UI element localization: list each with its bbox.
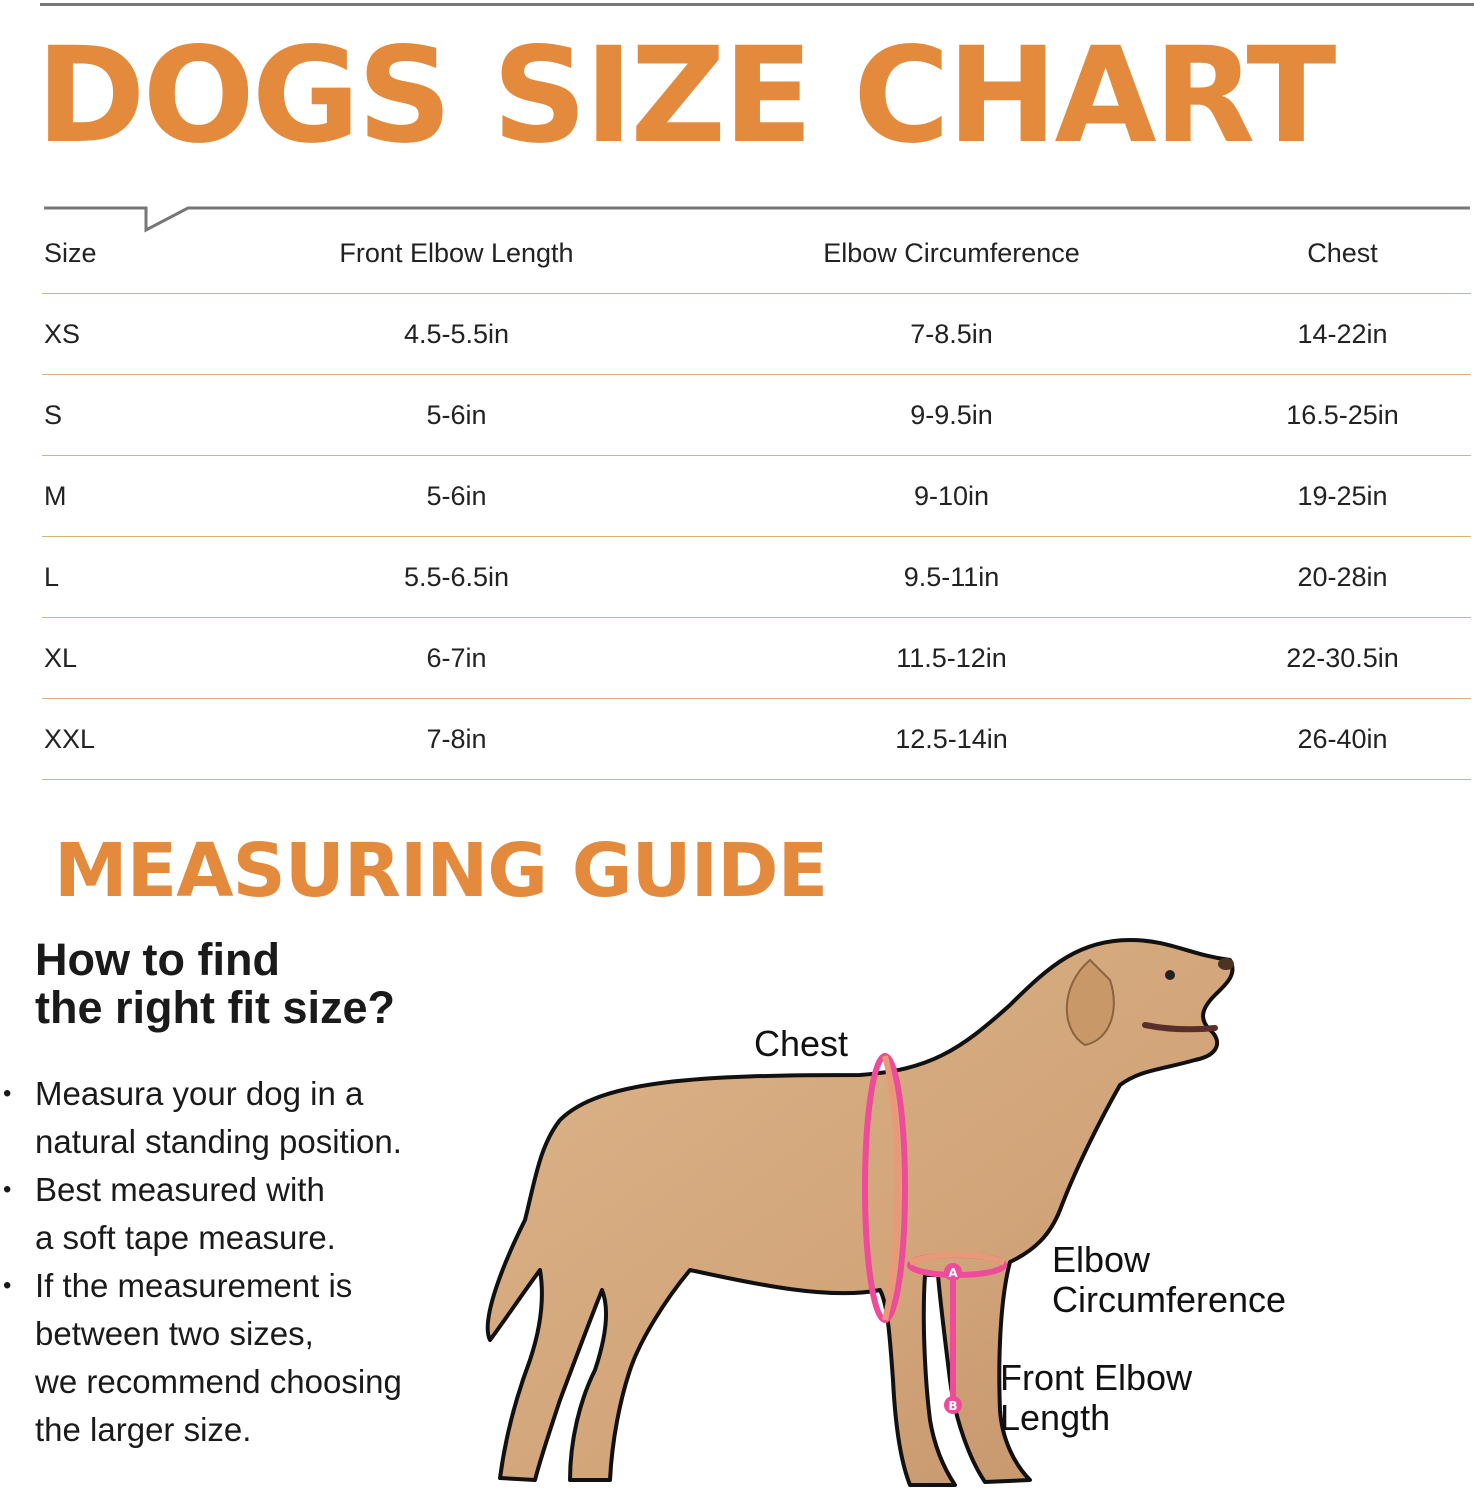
elbow-circumference-cell: 9-10in xyxy=(689,456,1214,537)
table-row xyxy=(42,456,1471,537)
column-header: Elbow Circumference xyxy=(689,213,1214,294)
front-elbow-length-label xyxy=(1000,1358,1192,1438)
bullet-icon: • xyxy=(3,1272,12,1299)
label-line: Length xyxy=(1000,1397,1111,1438)
tip-item xyxy=(0,1070,402,1166)
size-cell: XL xyxy=(42,618,224,699)
tip-line: If the measurement is xyxy=(35,1267,353,1304)
label-line: Circumference xyxy=(1052,1279,1287,1320)
measuring-guide-title: MEASURING GUIDE xyxy=(54,828,828,914)
chest-cell: 19-25in xyxy=(1214,456,1471,537)
elbow-circumference-cell: 9.5-11in xyxy=(689,537,1214,618)
tip-line: the larger size. xyxy=(35,1411,252,1448)
size-table xyxy=(42,213,1471,780)
front-elbow-length-cell: 5.5-6.5in xyxy=(224,537,689,618)
chest-label: Chest xyxy=(754,1023,849,1064)
elbow-circumference-label xyxy=(1052,1240,1286,1320)
table-header-row xyxy=(42,213,1471,294)
column-header: Chest xyxy=(1214,213,1471,294)
bullet-icon: • xyxy=(3,1176,12,1203)
dog-eye xyxy=(1165,970,1175,980)
label-line: Elbow xyxy=(1052,1239,1151,1280)
size-cell: XXL xyxy=(42,699,224,780)
front-elbow-length-cell: 7-8in xyxy=(224,699,689,780)
front-elbow-length-cell: 4.5-5.5in xyxy=(224,294,689,375)
tip-line: Best measured with xyxy=(35,1171,325,1208)
elbow-circumference-cell: 9-9.5in xyxy=(689,375,1214,456)
bullet-icon: • xyxy=(3,1080,12,1107)
question-line: How to find xyxy=(35,934,280,985)
measuring-tips-list xyxy=(0,1070,402,1454)
question-line: the right fit size? xyxy=(35,982,395,1033)
marker-a-label: A xyxy=(948,1266,958,1280)
size-cell: S xyxy=(42,375,224,456)
table-row xyxy=(42,537,1471,618)
chest-cell: 26-40in xyxy=(1214,699,1471,780)
table-row xyxy=(42,699,1471,780)
dog-nose xyxy=(1218,958,1234,970)
tip-line: natural standing position. xyxy=(35,1123,402,1160)
tip-item xyxy=(0,1262,402,1454)
chest-cell: 14-22in xyxy=(1214,294,1471,375)
table-row xyxy=(42,375,1471,456)
size-cell: M xyxy=(42,456,224,537)
column-header: Size xyxy=(42,213,224,294)
elbow-circumference-cell: 11.5-12in xyxy=(689,618,1214,699)
front-elbow-length-cell: 5-6in xyxy=(224,456,689,537)
label-line: Front Elbow xyxy=(1000,1357,1193,1398)
top-rule xyxy=(40,3,1474,6)
front-elbow-length-cell: 6-7in xyxy=(224,618,689,699)
front-elbow-length-cell: 5-6in xyxy=(224,375,689,456)
column-header: Front Elbow Length xyxy=(224,213,689,294)
page-title: DOGS SIZE CHART xyxy=(36,19,1334,173)
tip-line: between two sizes, xyxy=(35,1315,314,1352)
elbow-circumference-cell: 12.5-14in xyxy=(689,699,1214,780)
size-cell: XS xyxy=(42,294,224,375)
fit-question-heading xyxy=(35,936,395,1032)
marker-b-label: B xyxy=(948,1399,958,1413)
tip-item xyxy=(0,1166,402,1262)
tip-line: we recommend choosing xyxy=(35,1363,402,1400)
size-cell: L xyxy=(42,537,224,618)
elbow-circumference-cell: 7-8.5in xyxy=(689,294,1214,375)
table-row xyxy=(42,618,1471,699)
chest-cell: 16.5-25in xyxy=(1214,375,1471,456)
chest-cell: 20-28in xyxy=(1214,537,1471,618)
tip-line: Measura your dog in a xyxy=(35,1075,364,1112)
tip-line: a soft tape measure. xyxy=(35,1219,336,1256)
chest-cell: 22-30.5in xyxy=(1214,618,1471,699)
table-row xyxy=(42,294,1471,375)
